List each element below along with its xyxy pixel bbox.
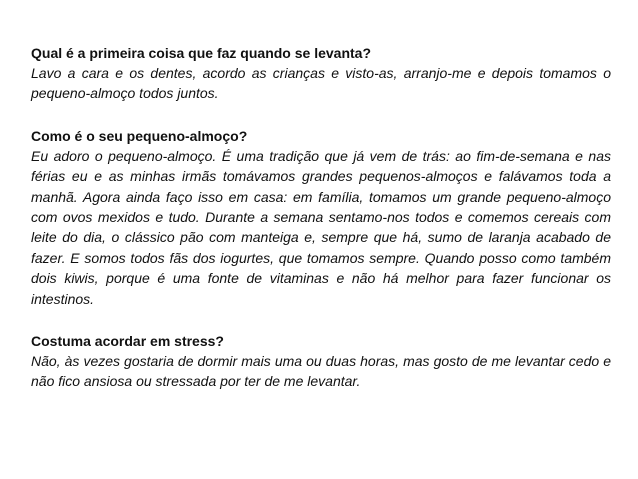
question-heading: Como é o seu pequeno-almoço? — [31, 127, 248, 144]
answer-paragraph: Eu adoro o pequeno-almoço. É uma tradição que já vem de trás: ao fim-de-semana e nas férias eu e as minhas irmãs tomávamos grandes pequenos-almoços e falávamos toda a manhã. Agora ainda faço isso em casa: em família, tomamos um grande pequeno-almoço com ovos mexidos e tudo. Durante a semana sentamo-nos todos e comemos cereais com leite do dia, o clássico pão com manteiga e, sempre que há, sumo de laranja acabado de fazer. E somos todos fãs dos iogurtes, que tomamos sempre. Quando posso como também dois kiwis, porque é uma fonte de vitaminas e não há melhor para fazer funcionar os intestinos. — [31, 147, 611, 307]
answer-paragraph: Não, às vezes gostaria de dormir mais uma ou duas horas, mas gosto de me levantar cedo e não fico ansiosa ou stressada por ter de me levantar. — [31, 353, 611, 390]
qa-block-wake-up — [31, 43, 611, 104]
qa-block-breakfast — [31, 126, 611, 309]
interview-document — [31, 43, 611, 414]
qa-block-stress — [31, 331, 611, 392]
question-heading: Qual é a primeira coisa que faz quando se levanta? — [31, 45, 371, 61]
question-heading: Costuma acordar em stress? — [31, 333, 224, 350]
answer-paragraph: Lavo a cara e os dentes, acordo as crianças e visto-as, arranjo-me e depois tomamos o pequeno-almoço todos juntos. — [31, 65, 611, 102]
